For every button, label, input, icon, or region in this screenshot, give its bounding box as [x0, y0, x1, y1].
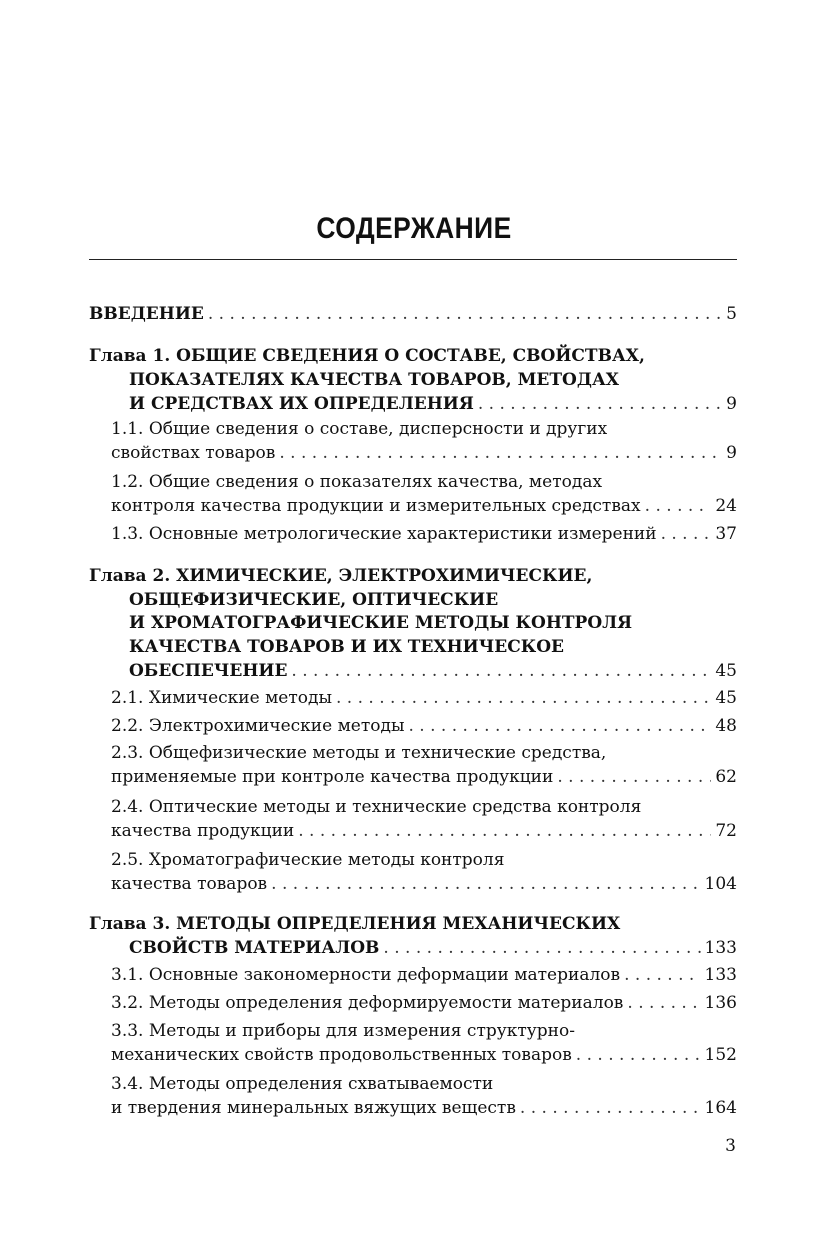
- chapter-2-heading-last[interactable]: [129, 659, 737, 683]
- toc-page-number: 104: [704, 874, 737, 894]
- chapter-3-heading[interactable]: Глава 3. МЕТОДЫ ОПРЕДЕЛЕНИЯ МЕХАНИЧЕСКИХ: [89, 914, 621, 934]
- section-1-2-cont[interactable]: [111, 494, 737, 518]
- title-divider: [89, 259, 737, 260]
- toc-page-number: 24: [715, 496, 737, 516]
- toc-page-number: 45: [715, 688, 737, 708]
- toc-entry-intro[interactable]: [89, 302, 737, 326]
- section-2-3-cont[interactable]: [111, 765, 737, 789]
- dot-leader: [661, 522, 712, 546]
- chapter-3-heading-text: СВОЙСТВ МАТЕРИАЛОВ: [129, 938, 380, 958]
- section-text: контроля качества продукции и измерительных средствах: [111, 496, 641, 516]
- section-3-3[interactable]: 3.3. Методы и приборы для измерения структурно-: [111, 1021, 575, 1041]
- toc-page-number: 164: [704, 1098, 737, 1118]
- page-number: 3: [725, 1136, 736, 1156]
- dot-leader: [336, 686, 711, 710]
- chapter-1-heading-text: И СРЕДСТВАХ ИХ ОПРЕДЕЛЕНИЯ: [129, 394, 474, 414]
- toc-page-number: 9: [726, 443, 737, 463]
- dot-leader: [208, 302, 722, 326]
- dot-leader: [298, 819, 711, 843]
- section-text: применяемые при контроле качества продукции: [111, 767, 554, 787]
- section-1-3[interactable]: [111, 522, 737, 546]
- section-text: 2.1. Химические методы: [111, 688, 332, 708]
- section-text: механических свойств продовольственных товаров: [111, 1045, 572, 1065]
- chapter-3-heading-last[interactable]: [129, 936, 737, 960]
- toc-page-number: 45: [715, 661, 737, 681]
- dot-leader: [279, 441, 722, 465]
- section-text: качества продукции: [111, 821, 295, 841]
- toc-page-number: 136: [704, 993, 737, 1013]
- section-2-4[interactable]: 2.4. Оптические методы и технические средства контроля: [111, 797, 642, 817]
- chapter-1-heading[interactable]: Глава 1. ОБЩИЕ СВЕДЕНИЯ О СОСТАВЕ, СВОЙСТВАХ,: [89, 346, 645, 366]
- section-3-4-cont[interactable]: [111, 1096, 737, 1120]
- chapter-1-heading-cont: ПОКАЗАТЕЛЯХ КАЧЕСТВА ТОВАРОВ, МЕТОДАХ: [129, 370, 619, 390]
- section-3-2[interactable]: [111, 991, 737, 1015]
- section-2-5-cont[interactable]: [111, 872, 737, 896]
- section-text: 3.1. Основные закономерности деформации материалов: [111, 965, 621, 985]
- toc-page-number: 62: [715, 767, 737, 787]
- dot-leader: [557, 765, 711, 789]
- section-2-3[interactable]: 2.3. Общефизические методы и технические средства,: [111, 743, 607, 763]
- dot-leader: [520, 1096, 701, 1120]
- toc-page-number: 152: [704, 1045, 737, 1065]
- section-text: качества товаров: [111, 874, 268, 894]
- chapter-2-heading-cont: КАЧЕСТВА ТОВАРОВ И ИХ ТЕХНИЧЕСКОЕ: [129, 637, 564, 657]
- section-2-2[interactable]: [111, 714, 737, 738]
- section-text: и твердения минеральных вяжущих веществ: [111, 1098, 516, 1118]
- section-3-4[interactable]: 3.4. Методы определения схватываемости: [111, 1074, 494, 1094]
- toc-page-number: 72: [715, 821, 737, 841]
- chapter-2-heading-cont: И ХРОМАТОГРАФИЧЕСКИЕ МЕТОДЫ КОНТРОЛЯ: [129, 613, 633, 633]
- section-text: 2.2. Электрохимические методы: [111, 716, 405, 736]
- section-1-1-cont[interactable]: [111, 441, 737, 465]
- section-2-1[interactable]: [111, 686, 737, 710]
- toc-page-number: 133: [704, 938, 737, 958]
- section-text: 3.2. Методы определения деформируемости материалов: [111, 993, 624, 1013]
- dot-leader: [576, 1043, 701, 1067]
- toc-page-number: 37: [715, 524, 737, 544]
- dot-leader: [383, 936, 700, 960]
- dot-leader: [627, 991, 700, 1015]
- toc-page-number: 9: [726, 394, 737, 414]
- section-text: 1.3. Основные метрологические характеристики измерений: [111, 524, 657, 544]
- section-1-2[interactable]: 1.2. Общие сведения о показателях качества, методах: [111, 472, 603, 492]
- dot-leader: [291, 659, 711, 683]
- dot-leader: [645, 494, 712, 518]
- section-3-1[interactable]: [111, 963, 737, 987]
- section-3-3-cont[interactable]: [111, 1043, 737, 1067]
- section-2-4-cont[interactable]: [111, 819, 737, 843]
- toc-page-number: 48: [715, 716, 737, 736]
- toc-page-number: 5: [726, 304, 737, 324]
- toc-page-number: 133: [704, 965, 737, 985]
- dot-leader: [409, 714, 712, 738]
- chapter-2-heading-cont: ОБЩЕФИЗИЧЕСКИЕ, ОПТИЧЕСКИЕ: [129, 590, 499, 610]
- section-2-5[interactable]: 2.5. Хроматографические методы контроля: [111, 850, 505, 870]
- dot-leader: [624, 963, 700, 987]
- section-text: свойствах товаров: [111, 443, 276, 463]
- chapter-2-heading[interactable]: Глава 2. ХИМИЧЕСКИЕ, ЭЛЕКТРОХИМИЧЕСКИЕ,: [89, 566, 593, 586]
- chapter-1-heading-last[interactable]: [129, 392, 737, 416]
- dot-leader: [478, 392, 722, 416]
- dot-leader: [271, 872, 700, 896]
- chapter-2-heading-text: ОБЕСПЕЧЕНИЕ: [129, 661, 288, 681]
- section-1-1[interactable]: 1.1. Общие сведения о составе, дисперсности и других: [111, 419, 608, 439]
- toc-entry-label: ВВЕДЕНИЕ: [89, 304, 204, 324]
- page-title: СОДЕРЖАНИЕ: [316, 212, 512, 245]
